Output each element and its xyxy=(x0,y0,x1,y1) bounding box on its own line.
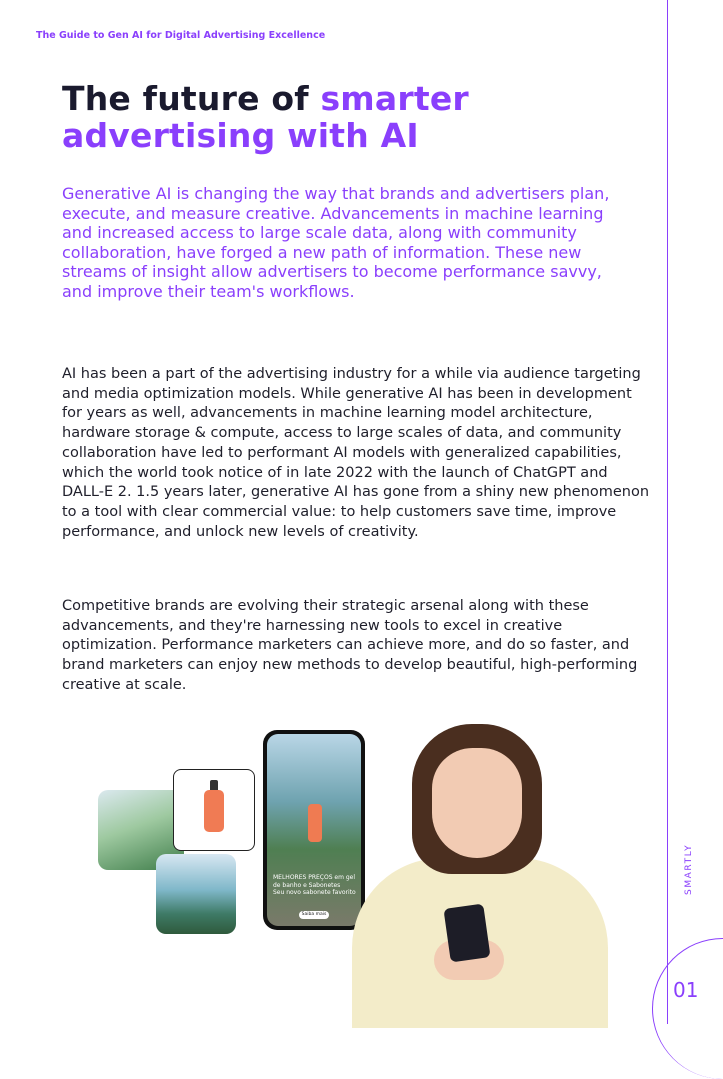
screen-bottle-icon xyxy=(308,804,322,842)
body-paragraph-1: AI has been a part of the advertising industry for a while via audience targeting and media optimization models. While generative AI has been in development for years as well, advancements in machine learning model architecture, hardware storage & compute, access to large scales of data, and community collaboration have led to performant AI models with generalized capabilities, which the world took notice of in late 2022 with the launch of ChatGPT and DALL-E 2. 1.5 years later, generative AI has gone from a shiny new phenomenon to a tool with clear commercial value: to help customers save time, improve performance, and unlock new levels of creativity. xyxy=(62,366,650,540)
ad-headline: MELHORES PREÇOS em gel de banho e Sabonetes xyxy=(273,874,356,889)
brand-mark: SMARTLY xyxy=(684,843,694,895)
phone-mockup xyxy=(263,730,365,930)
face-shape xyxy=(432,748,522,858)
margin-rule xyxy=(667,0,668,1024)
page-number: 01 xyxy=(673,978,699,1002)
soap-bottle-icon xyxy=(204,790,224,832)
document-kicker: The Guide to Gen AI for Digital Advertising Excellence xyxy=(36,30,326,41)
body-paragraph-2: Competitive brands are evolving their strategic arsenal along with these advancements, and they're harnessing new tools to excel in creative optimization. Performance marketers can achieve more, and do so faster, and brand marketers can enjoy new methods to develop beautiful, high-performing creative at scale. xyxy=(62,598,638,693)
held-phone-icon xyxy=(443,903,490,962)
product-card xyxy=(173,769,255,851)
ad-copy xyxy=(273,874,357,897)
title-accent: smarter advertising with AI xyxy=(62,79,469,155)
woman-with-phone-photo xyxy=(352,718,608,1024)
ad-cta-button: Saiba mais xyxy=(299,911,329,919)
title-plain: The future of xyxy=(62,79,321,118)
corner-arc xyxy=(652,938,723,1079)
phone-screen xyxy=(267,734,361,926)
page-title xyxy=(62,80,622,154)
beach-photo xyxy=(156,854,236,934)
lead-paragraph: Generative AI is changing the way that brands and advertisers plan, execute, and measure creative. Advancements in machine learning and increased access to large scale data, along with community collaboration, have forged a new path of information. These new streams of insight allow advertisers to become performance savvy, and improve their team's workflows. xyxy=(62,184,610,301)
ad-subtext: Seu novo sabonete favorito xyxy=(273,889,356,896)
